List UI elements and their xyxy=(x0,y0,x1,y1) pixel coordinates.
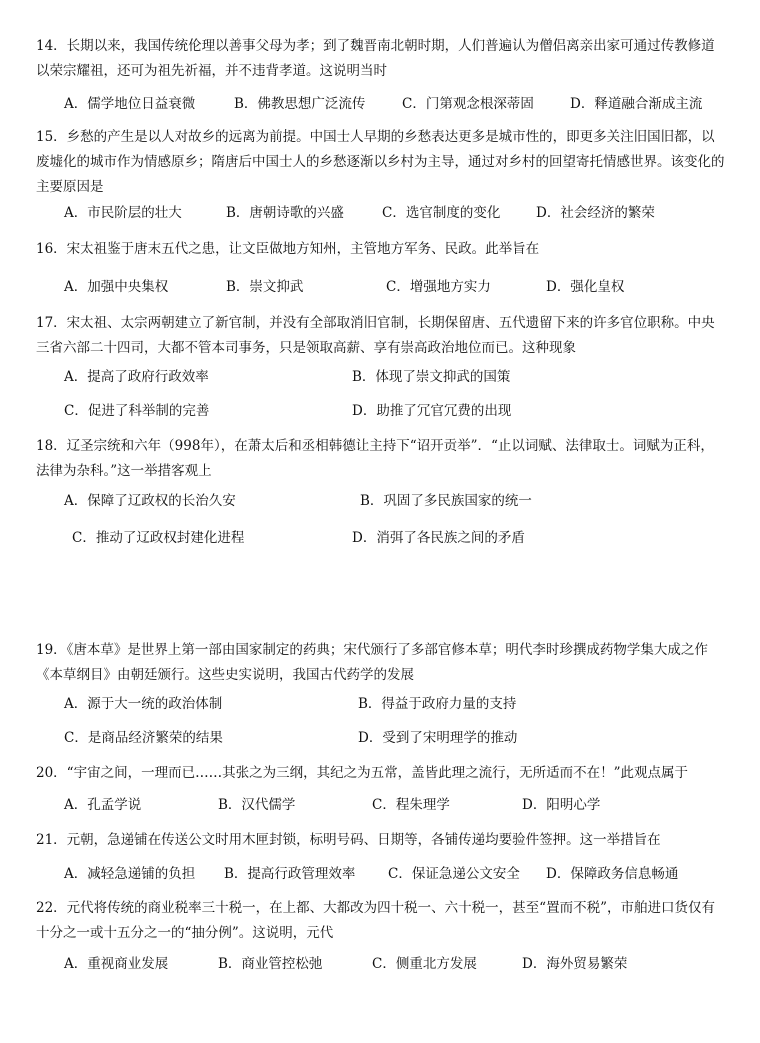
option-d[interactable]: D．海外贸易繁荣 xyxy=(522,956,628,972)
option-b[interactable]: B．佛教思想广泛流传 xyxy=(234,96,366,112)
option-row xyxy=(36,952,736,976)
option-b[interactable]: B．商业管控松弛 xyxy=(218,956,323,972)
question-stem: 15．乡愁的产生是以人对故乡的远离为前提。中国士人早期的乡愁表达更多是城市性的，即更多关注旧国旧都，以废墟化的城市作为情感原乡；隋唐后中国士人的乡愁逐渐以乡村为主导，通过对乡村的回望寄托情感世界。该变化的主要原因是 xyxy=(36,129,725,195)
question-stem: 17．宋太祖、太宗两朝建立了新官制，并没有全部取消旧官制，长期保留唐、五代遗留下来的许多官位职称。中央三省六部二十四司，大都不管本司事务，只是领取高薪、享有崇高政治地位而已。这种现象 xyxy=(36,315,715,356)
question-14 xyxy=(36,34,726,112)
question-15 xyxy=(36,125,726,221)
option-b[interactable]: B．崇文抑武 xyxy=(226,279,304,295)
option-row xyxy=(36,793,736,817)
option-b[interactable]: B．唐朝诗歌的兴盛 xyxy=(226,205,344,221)
option-row xyxy=(36,92,736,116)
question-stem: 22．元代将传统的商业税率三十税一，在上都、大都改为四十税一、六十税一，甚至“置而不税”，市舶进口货仅有十分之一或十五分之一的“抽分例”。这说明，元代 xyxy=(36,900,715,941)
option-d[interactable]: D．强化皇权 xyxy=(546,279,625,295)
option-c[interactable]: C．侧重北方发展 xyxy=(372,956,477,972)
option-row xyxy=(36,726,736,750)
question-19 xyxy=(36,638,726,746)
option-d[interactable]: D．受到了宋明理学的推动 xyxy=(358,730,518,746)
question-stem: 19．《唐本草》是世界上第一部由国家制定的药典；宋代颁行了多部官修本草；明代李时珍撰成药物学集大成之作《本草纲目》由朝廷颁行。这些史实说明，我国古代药学的发展 xyxy=(36,642,708,683)
question-stem: 14．长期以来，我国传统伦理以善事父母为孝；到了魏晋南北朝时期，人们普遍认为僧侣离亲出家可通过传教修道以荣宗耀祖，还可为祖先祈福，并不违背孝道。这说明当时 xyxy=(36,38,715,79)
option-row xyxy=(36,692,736,716)
option-a[interactable]: A．减轻急递铺的负担 xyxy=(64,866,196,882)
question-20 xyxy=(36,761,726,813)
option-c[interactable]: C．程朱理学 xyxy=(372,797,450,813)
option-a[interactable]: A．加强中央集权 xyxy=(64,279,169,295)
option-c[interactable]: C．是商品经济繁荣的结果 xyxy=(64,730,223,746)
question-18 xyxy=(36,434,726,546)
option-a[interactable]: A．市民阶层的壮大 xyxy=(64,205,182,221)
option-row xyxy=(36,275,736,299)
option-b[interactable]: B．体现了崇文抑武的国策 xyxy=(352,369,511,385)
option-d[interactable]: D．社会经济的繁荣 xyxy=(536,205,655,221)
option-c[interactable]: C．门第观念根深蒂固 xyxy=(402,96,534,112)
question-stem: 16．宋太祖鉴于唐末五代之患，让文臣做地方知州，主管地方军务、民政。此举旨在 xyxy=(36,241,540,257)
option-b[interactable]: B．汉代儒学 xyxy=(218,797,296,813)
option-row xyxy=(36,489,736,513)
option-b[interactable]: B．巩固了多民族国家的统一 xyxy=(360,493,532,509)
option-row xyxy=(36,201,736,225)
option-c[interactable]: C．选官制度的变化 xyxy=(382,205,501,221)
option-row xyxy=(36,365,736,389)
option-b[interactable]: B．提高行政管理效率 xyxy=(224,866,356,882)
option-c[interactable]: C．保证急递公文安全 xyxy=(388,866,520,882)
option-a[interactable]: A．保障了辽政权的长治久安 xyxy=(64,493,236,509)
option-row xyxy=(36,399,736,423)
option-a[interactable]: A．重视商业发展 xyxy=(64,956,169,972)
option-d[interactable]: D．保障政务信息畅通 xyxy=(546,866,679,882)
option-row xyxy=(36,862,736,886)
option-d[interactable]: D．释道融合渐成主流 xyxy=(570,96,703,112)
option-a[interactable]: A．源于大一统的政治体制 xyxy=(64,696,223,712)
option-c[interactable]: C．增强地方实力 xyxy=(386,279,491,295)
option-b[interactable]: B．得益于政府力量的支持 xyxy=(358,696,517,712)
question-16 xyxy=(36,237,726,295)
option-row xyxy=(36,526,736,550)
question-22 xyxy=(36,896,726,972)
option-c[interactable]: C．推动了辽政权封建化进程 xyxy=(72,530,245,546)
question-stem: 18．辽圣宗统和六年（998年），在萧太后和丞相韩德让主持下“诏开贡举”．“止以词赋、法律取士。词赋为正科，法律为杂科。”这一举措客观上 xyxy=(36,438,714,479)
option-a[interactable]: A．提高了政府行政效率 xyxy=(64,369,209,385)
question-21 xyxy=(36,828,726,882)
question-17 xyxy=(36,311,726,419)
question-stem: 21．元朝，急递铺在传送公文时用木匣封锁，标明号码、日期等，各铺传递均要验件签押。这一举措旨在 xyxy=(36,832,661,848)
option-d[interactable]: D．助推了冗官冗费的出现 xyxy=(352,403,512,419)
question-stem: 20．“宇宙之间，一理而已……其张之为三纲，其纪之为五常，盖皆此理之流行，无所适而不在！”此观点属于 xyxy=(36,765,688,781)
option-d[interactable]: D．阳明心学 xyxy=(522,797,601,813)
option-a[interactable]: A．儒学地位日益衰微 xyxy=(64,96,196,112)
option-c[interactable]: C．促进了科举制的完善 xyxy=(64,403,210,419)
option-a[interactable]: A．孔孟学说 xyxy=(64,797,142,813)
option-d[interactable]: D．消弭了各民族之间的矛盾 xyxy=(352,530,525,546)
